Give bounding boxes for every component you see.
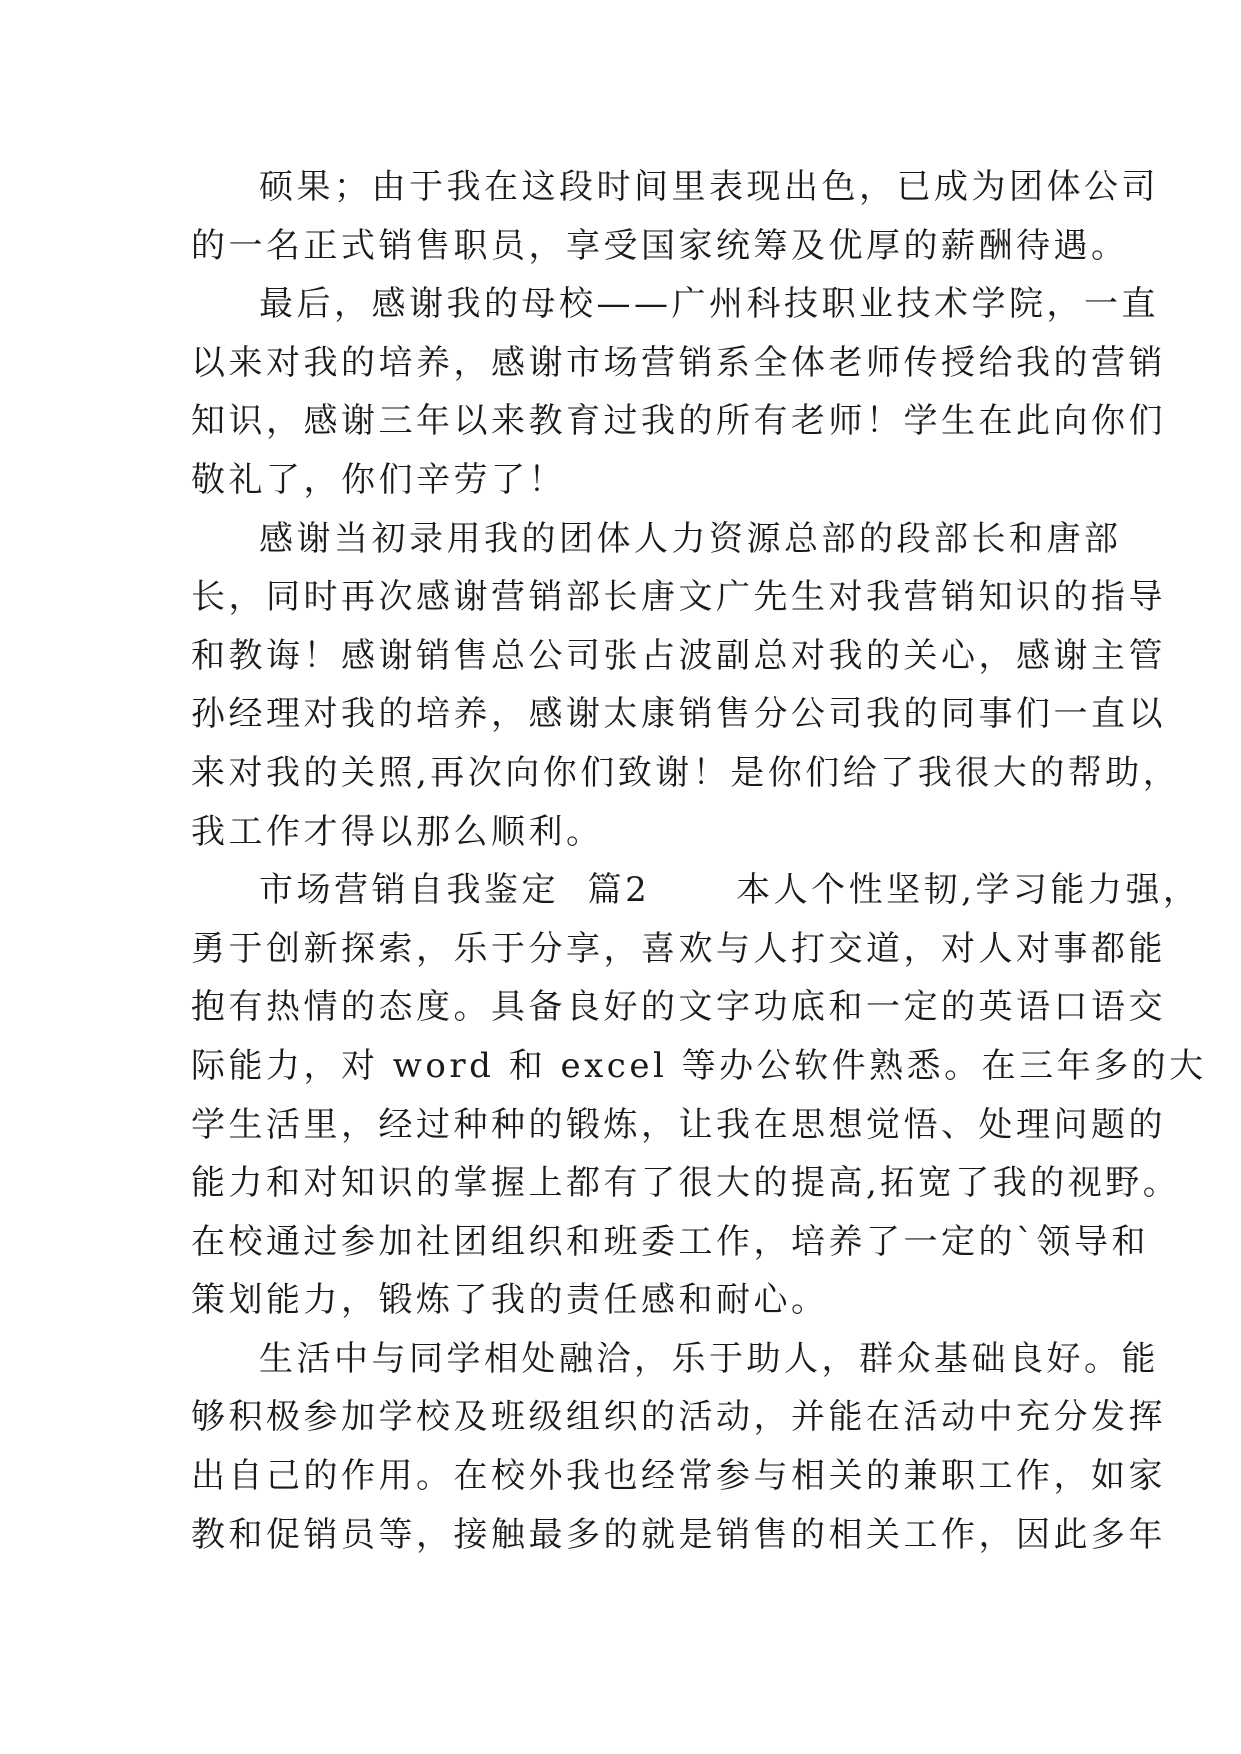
- text-line: 的一名正式销售职员，享受国家统筹及优厚的薪酬待遇。: [191, 225, 1129, 266]
- paragraph-5: [191, 1330, 1166, 1564]
- paragraph-2: [191, 275, 1166, 509]
- text-line: 和教诲！感谢销售总公司张占波副总对我的关心，感谢主管: [191, 635, 1166, 676]
- text-line: 够积极参加学校及班级组织的活动，并能在活动中充分发挥: [191, 1397, 1166, 1438]
- text-line: 出自己的作用。在校外我也经常参与相关的兼职工作，如家: [191, 1456, 1166, 1497]
- text-line: 际能力，对 word 和 excel 等办公软件熟悉。在三年多的大: [191, 1045, 1207, 1086]
- text-line: 在校通过参加社团组织和班委工作，培养了一定的`领导和: [191, 1221, 1149, 1262]
- text-line: 我工作才得以那么顺利。: [191, 811, 604, 852]
- text-line: 孙经理对我的培养，感谢太康销售分公司我的同事们一直以: [191, 694, 1166, 735]
- text-line: 知识，感谢三年以来教育过我的所有老师！学生在此向你们: [191, 401, 1166, 442]
- text-line: 学生活里，经过种种的锻炼，让我在思想觉悟、处理问题的: [191, 1104, 1166, 1145]
- text-line: 抱有热情的态度。具备良好的文字功底和一定的英语口语交: [191, 987, 1166, 1028]
- text-line: 市场营销自我鉴定 篇2 本人个性坚韧,学习能力强，: [259, 870, 1201, 911]
- text-line: 生活中与同学相处融洽，乐于助人，群众基础良好。能: [259, 1338, 1159, 1379]
- text-line: 以来对我的培养，感谢市场营销系全体老师传授给我的营销: [191, 342, 1166, 383]
- text-line: 教和促销员等，接触最多的就是销售的相关工作，因此多年: [191, 1514, 1166, 1555]
- text-line: 勇于创新探索，乐于分享，喜欢与人打交道，对人对事都能: [191, 928, 1166, 969]
- text-line: 来对我的关照,再次向你们致谢！是你们给了我很大的帮助，: [191, 752, 1181, 793]
- text-line: 硕果；由于我在这段时间里表现出色，已成为团体公司: [259, 167, 1159, 207]
- text-line: 长，同时再次感谢营销部长唐文广先生对我营销知识的指导: [191, 577, 1166, 618]
- paragraph-1: [191, 158, 1159, 275]
- document-body: [191, 158, 1207, 1564]
- text-line: 策划能力，锻炼了我的责任感和耐心。: [191, 1280, 829, 1321]
- text-line: 感谢当初录用我的团体人力资源总部的段部长和唐部: [259, 518, 1122, 559]
- text-line: 敬礼了，你们辛劳了！: [191, 459, 566, 500]
- paragraph-3: [191, 510, 1181, 862]
- text-line: 能力和对知识的掌握上都有了很大的提高,拓宽了我的视野。: [191, 1163, 1181, 1204]
- text-line: 最后，感谢我的母校——广州科技职业技术学院，一直: [259, 284, 1159, 325]
- paragraph-4: [191, 861, 1207, 1330]
